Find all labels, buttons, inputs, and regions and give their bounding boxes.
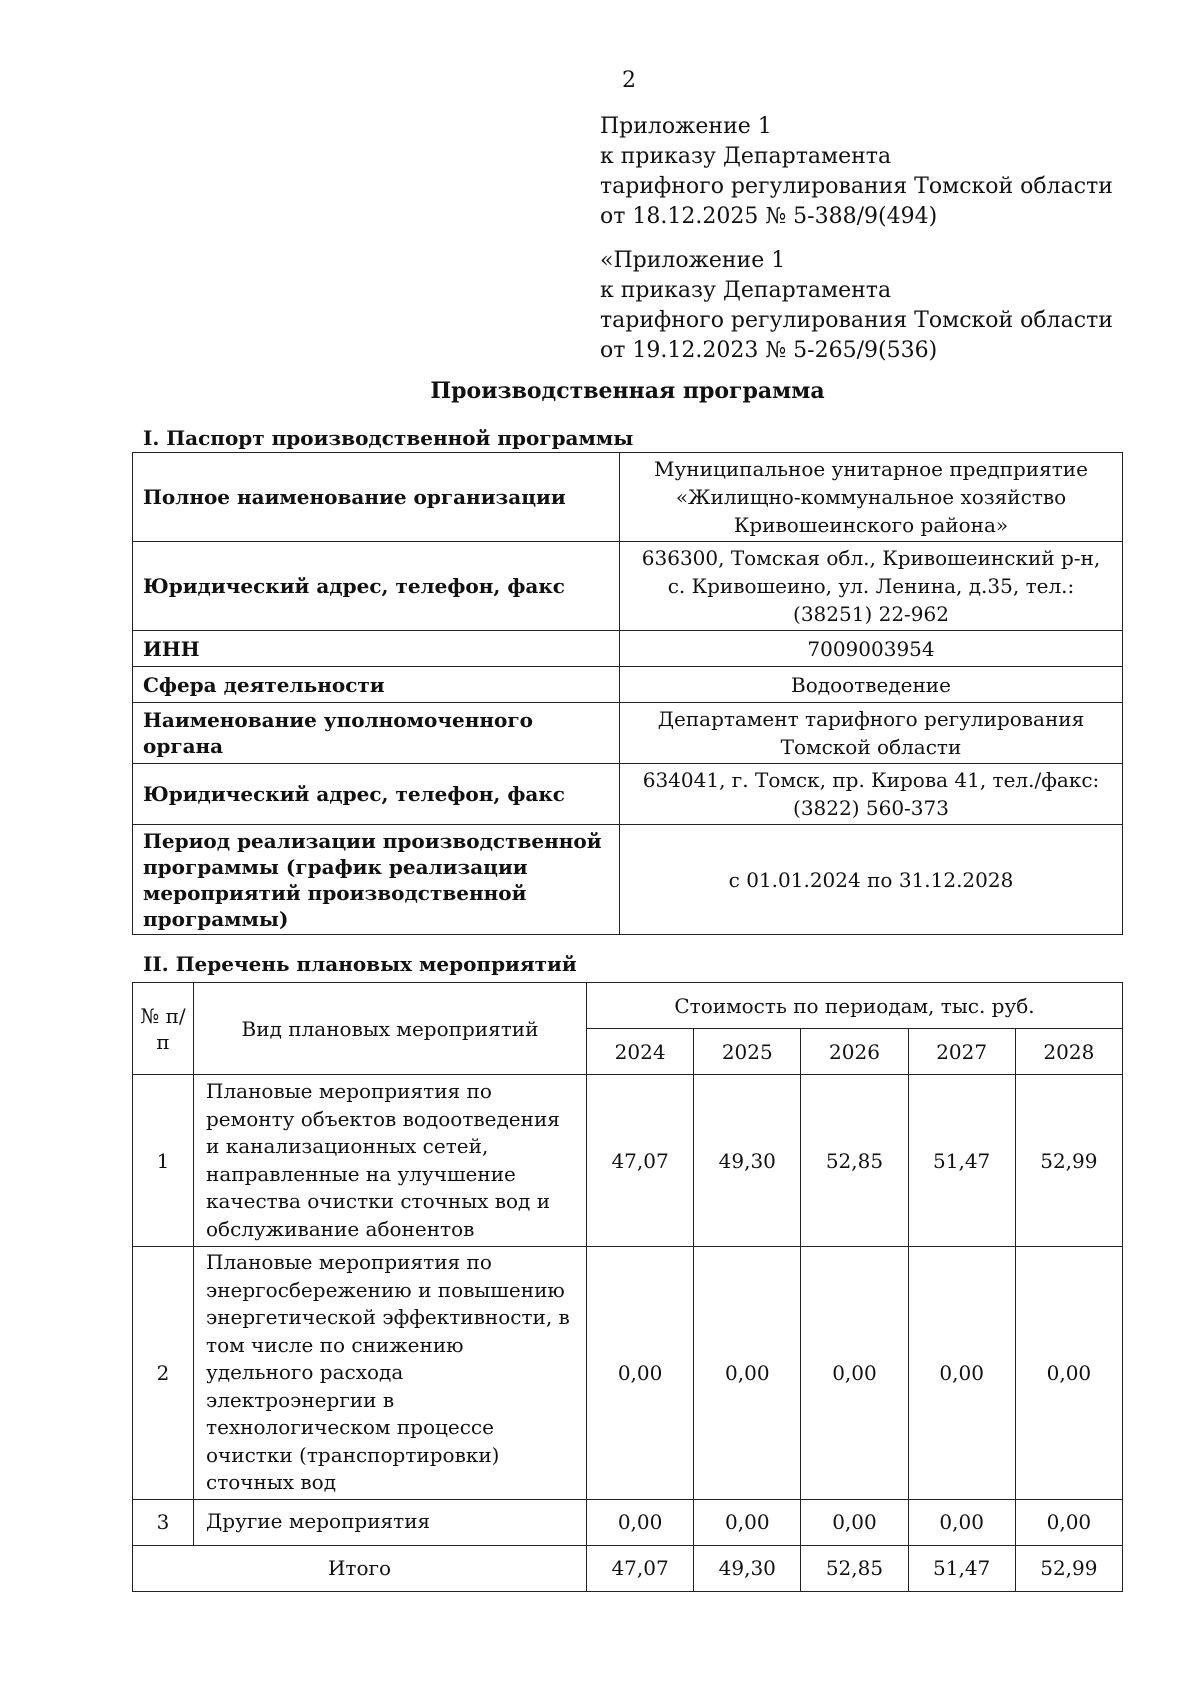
year-header: 2026 [801,1029,908,1075]
page-number: 2 [622,68,636,93]
attachment-line: к приказу Департамента [600,278,892,303]
document-title: Производственная программа [430,378,825,404]
event-cost: 0,00 [801,1247,908,1500]
attachment-line: от 18.12.2025 № 5-388/9(494) [600,204,938,229]
passport-value: Муниципальное унитарное предприятие «Жилищно-коммунальное хозяйство Кривошеинского района» [620,453,1123,542]
passport-value: 636300, Томская обл., Кривошеинский р-н, с. Кривошеино, ул. Ленина, д.35, тел.: (38251) 22-962 [620,542,1123,631]
passport-table [132,452,1123,935]
event-cost: 52,99 [1015,1075,1122,1247]
total-cost: 51,47 [908,1545,1015,1591]
event-cost: 47,07 [587,1075,694,1247]
total-cost: 52,99 [1015,1545,1122,1591]
passport-value: Водоотведение [620,667,1123,703]
table-header-row [133,983,1123,1029]
attachment-line: к приказу Департамента [600,144,892,169]
attachment-line: «Приложение 1 [600,248,786,273]
table-row [133,825,1123,935]
event-cost: 0,00 [587,1499,694,1545]
col-type-header: Вид плановых мероприятий [194,983,587,1075]
event-cost: 49,30 [694,1075,801,1247]
event-num: 1 [133,1075,194,1247]
total-cost: 49,30 [694,1545,801,1591]
event-name: Плановые мероприятия по энергосбережению и повышению энергетической эффективности, в том числе по снижению удельного расхода электроэнергии в технологическом процессе очистки (транспортировки) сточных вод [194,1247,587,1500]
event-cost: 0,00 [801,1499,908,1545]
event-cost: 0,00 [694,1247,801,1500]
event-cost: 0,00 [694,1499,801,1545]
event-cost: 0,00 [908,1499,1015,1545]
event-cost: 0,00 [1015,1499,1122,1545]
passport-value: 634041, г. Томск, пр. Кирова 41, тел./факс: (3822) 560-373 [620,764,1123,825]
events-table [132,982,1123,1592]
passport-label: Юридический адрес, телефон, факс [133,542,620,631]
passport-value: Департамент тарифного регулирования Томской области [620,703,1123,764]
total-cost: 52,85 [801,1545,908,1591]
year-header: 2025 [694,1029,801,1075]
table-row [133,1247,1123,1500]
event-num: 2 [133,1247,194,1500]
year-header: 2024 [587,1029,694,1075]
event-name: Другие мероприятия [194,1499,587,1545]
attachment-old [600,246,1113,366]
passport-value: с 01.01.2024 по 31.12.2028 [620,825,1123,935]
passport-label: Юридический адрес, телефон, факс [133,764,620,825]
table-row [133,631,1123,667]
attachment-line: тарифного регулирования Томской области [600,308,1113,333]
attachment-line: тарифного регулирования Томской области [600,174,1113,199]
event-name: Плановые мероприятия по ремонту объектов водоотведения и канализационных сетей, направленные на улучшение качества очистки сточных вод и обслуживание абонентов [194,1075,587,1247]
event-cost: 52,85 [801,1075,908,1247]
col-cost-header: Стоимость по периодам, тыс. руб. [587,983,1123,1029]
attachment-line: Приложение 1 [600,114,772,139]
passport-heading: I. Паспорт производственной программы [143,426,634,450]
table-row [133,1499,1123,1545]
attachment-new [600,112,1113,232]
total-cost: 47,07 [587,1545,694,1591]
year-header: 2028 [1015,1029,1122,1075]
passport-label: Полное наименование организации [133,453,620,542]
event-cost: 0,00 [908,1247,1015,1500]
table-row [133,1075,1123,1247]
table-row [133,703,1123,764]
passport-value: 7009003954 [620,631,1123,667]
table-row [133,667,1123,703]
col-num-header: № п/п [133,983,194,1075]
table-row [133,764,1123,825]
event-cost: 0,00 [587,1247,694,1500]
passport-label: Период реализации производственной программы (график реализации мероприятий производственной программы) [133,825,620,935]
table-row [133,453,1123,542]
event-cost: 0,00 [1015,1247,1122,1500]
passport-label: Наименование уполномоченного органа [133,703,620,764]
event-cost: 51,47 [908,1075,1015,1247]
passport-label: Сфера деятельности [133,667,620,703]
passport-label: ИНН [133,631,620,667]
attachment-line: от 19.12.2023 № 5-265/9(536) [600,338,938,363]
event-num: 3 [133,1499,194,1545]
table-total-row [133,1545,1123,1591]
total-label: Итого [133,1545,587,1591]
events-heading: II. Перечень плановых мероприятий [143,952,577,976]
year-header: 2027 [908,1029,1015,1075]
table-row [133,542,1123,631]
